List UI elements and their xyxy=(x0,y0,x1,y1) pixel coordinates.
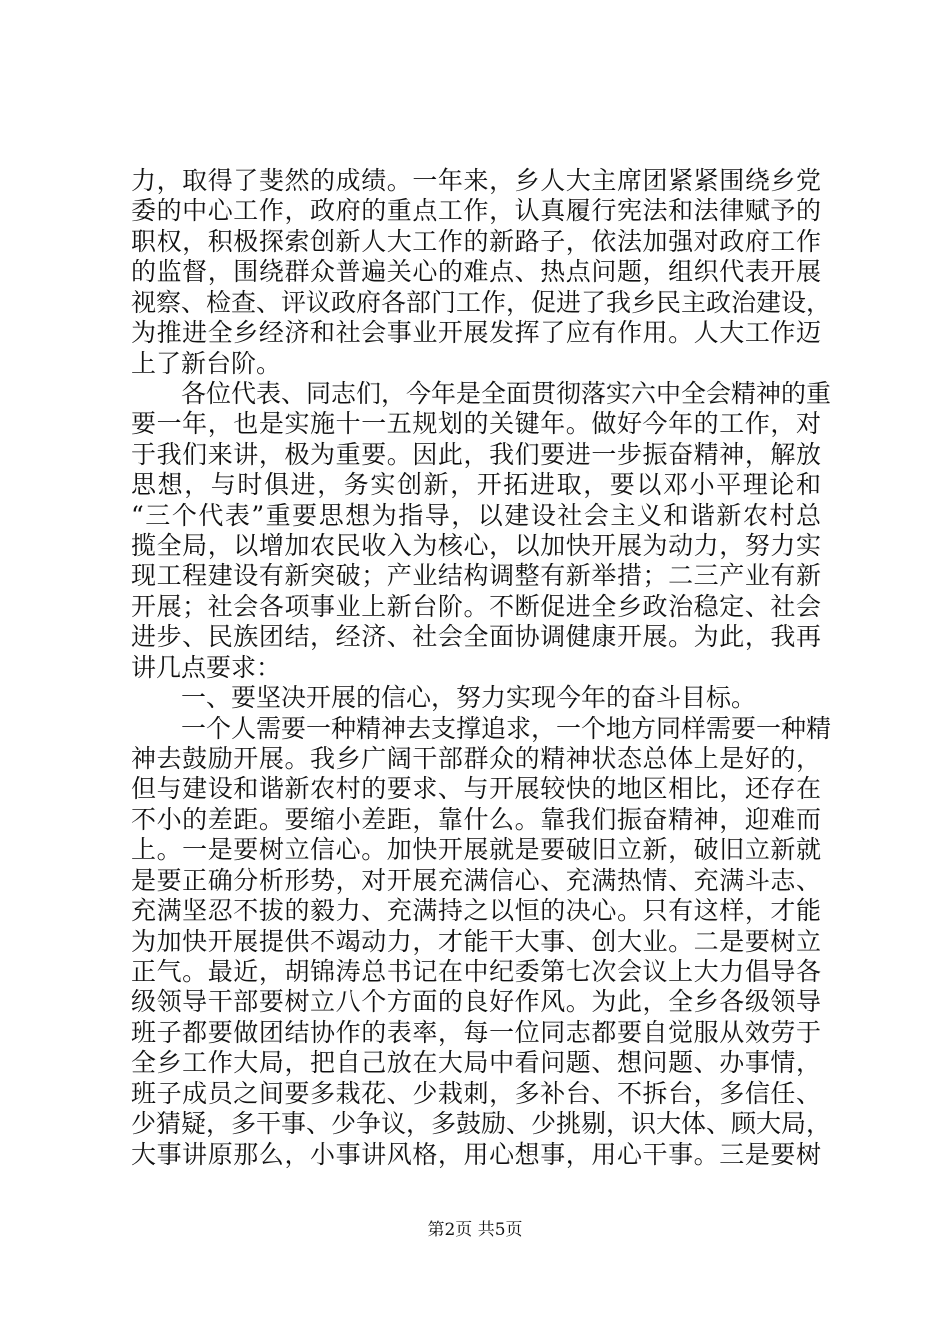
text-line: 职权，积极探索创新人大工作的新路子，依法加强对政府工作 xyxy=(131,226,821,256)
text-line: 开展；社会各项事业上新台阶。不断促进全乡政治稳定、社会 xyxy=(131,591,821,621)
text-line: 揽全局，以增加农民收入为核心，以加快开展为动力，努力实 xyxy=(131,531,821,561)
document-body xyxy=(131,166,832,1170)
text-line: 进步、民族团结，经济、社会全面协调健康开展。为此，我再 xyxy=(131,622,821,652)
text-line: 大事讲原那么，小事讲风格，用心想事，用心干事。三是要树 xyxy=(131,1139,821,1169)
text-line: 正气。最近，胡锦涛总书记在中纪委第七次会议上大力倡导各 xyxy=(131,956,821,986)
page-footer: 第2页 共5页 xyxy=(427,1220,523,1240)
text-line: 思想，与时俱进，务实创新，开拓进取，要以邓小平理论和 xyxy=(131,470,821,500)
text-line: 要一年，也是实施十一五规划的关键年。做好今年的工作，对 xyxy=(131,409,821,439)
text-line: 上。一是要树立信心。加快开展就是要破旧立新，破旧立新就 xyxy=(131,835,821,865)
text-line: 充满坚忍不拔的毅力、充满持之以恒的决心。只有这样，才能 xyxy=(131,896,821,926)
text-line: 现工程建设有新突破；产业结构调整有新举措；二三产业有新 xyxy=(131,561,821,591)
text-line: 上了新台阶。 xyxy=(131,348,282,378)
text-line: 一个人需要一种精神去支撑追求，一个地方同样需要一种精 xyxy=(181,713,832,743)
text-line: 视察、检查、评议政府各部门工作，促进了我乡民主政治建设， xyxy=(131,287,832,317)
text-line: 委的中心工作，政府的重点工作，认真履行宪法和法律赋予的 xyxy=(131,196,821,226)
text-line: 为推进全乡经济和社会事业开展发挥了应有作用。人大工作迈 xyxy=(131,318,821,348)
text-line: 班子成员之间要多栽花、少栽刺，多补台、不拆台，多信任、 xyxy=(131,1078,821,1108)
text-line: 是要正确分析形势，对开展充满信心、充满热情、充满斗志、 xyxy=(131,865,821,895)
text-line: 神去鼓励开展。我乡广阔干部群众的精神状态总体上是好的， xyxy=(131,744,821,774)
text-line: 班子都要做团结协作的表率，每一位同志都要自觉服从效劳于 xyxy=(131,1017,821,1047)
text-line: 的监督，围绕群众普遍关心的难点、热点问题，组织代表开展 xyxy=(131,257,821,287)
text-line: 力，取得了斐然的成绩。一年来，乡人大主席团紧紧围绕乡党 xyxy=(131,166,821,195)
text-line: 全乡工作大局，把自己放在大局中看问题、想问题、办事情， xyxy=(131,1048,821,1078)
text-line: 不小的差距。要缩小差距，靠什么。靠我们振奋精神，迎难而 xyxy=(131,804,821,834)
text-line: 级领导干部要树立八个方面的良好作风。为此，全乡各级领导 xyxy=(131,987,821,1017)
text-line: 但与建设和谐新农村的要求、与开展较快的地区相比，还存在 xyxy=(131,774,821,804)
text-line: 讲几点要求： xyxy=(131,652,282,682)
text-line: 各位代表、同志们，今年是全面贯彻落实六中全会精神的重 xyxy=(181,378,832,408)
text-line: “三个代表”重要思想为指导，以建设社会主义和谐新农村总 xyxy=(131,500,821,530)
text-line: 少猜疑，多干事、少争议，多鼓励、少挑剔，识大体、顾大局， xyxy=(131,1109,832,1139)
text-line: 为加快开展提供不竭动力，才能干大事、创大业。二是要树立 xyxy=(131,926,821,956)
text-line: 一、要坚决开展的信心，努力实现今年的奋斗目标。 xyxy=(181,683,757,713)
text-line: 于我们来讲，极为重要。因此，我们要进一步振奋精神，解放 xyxy=(131,439,821,469)
